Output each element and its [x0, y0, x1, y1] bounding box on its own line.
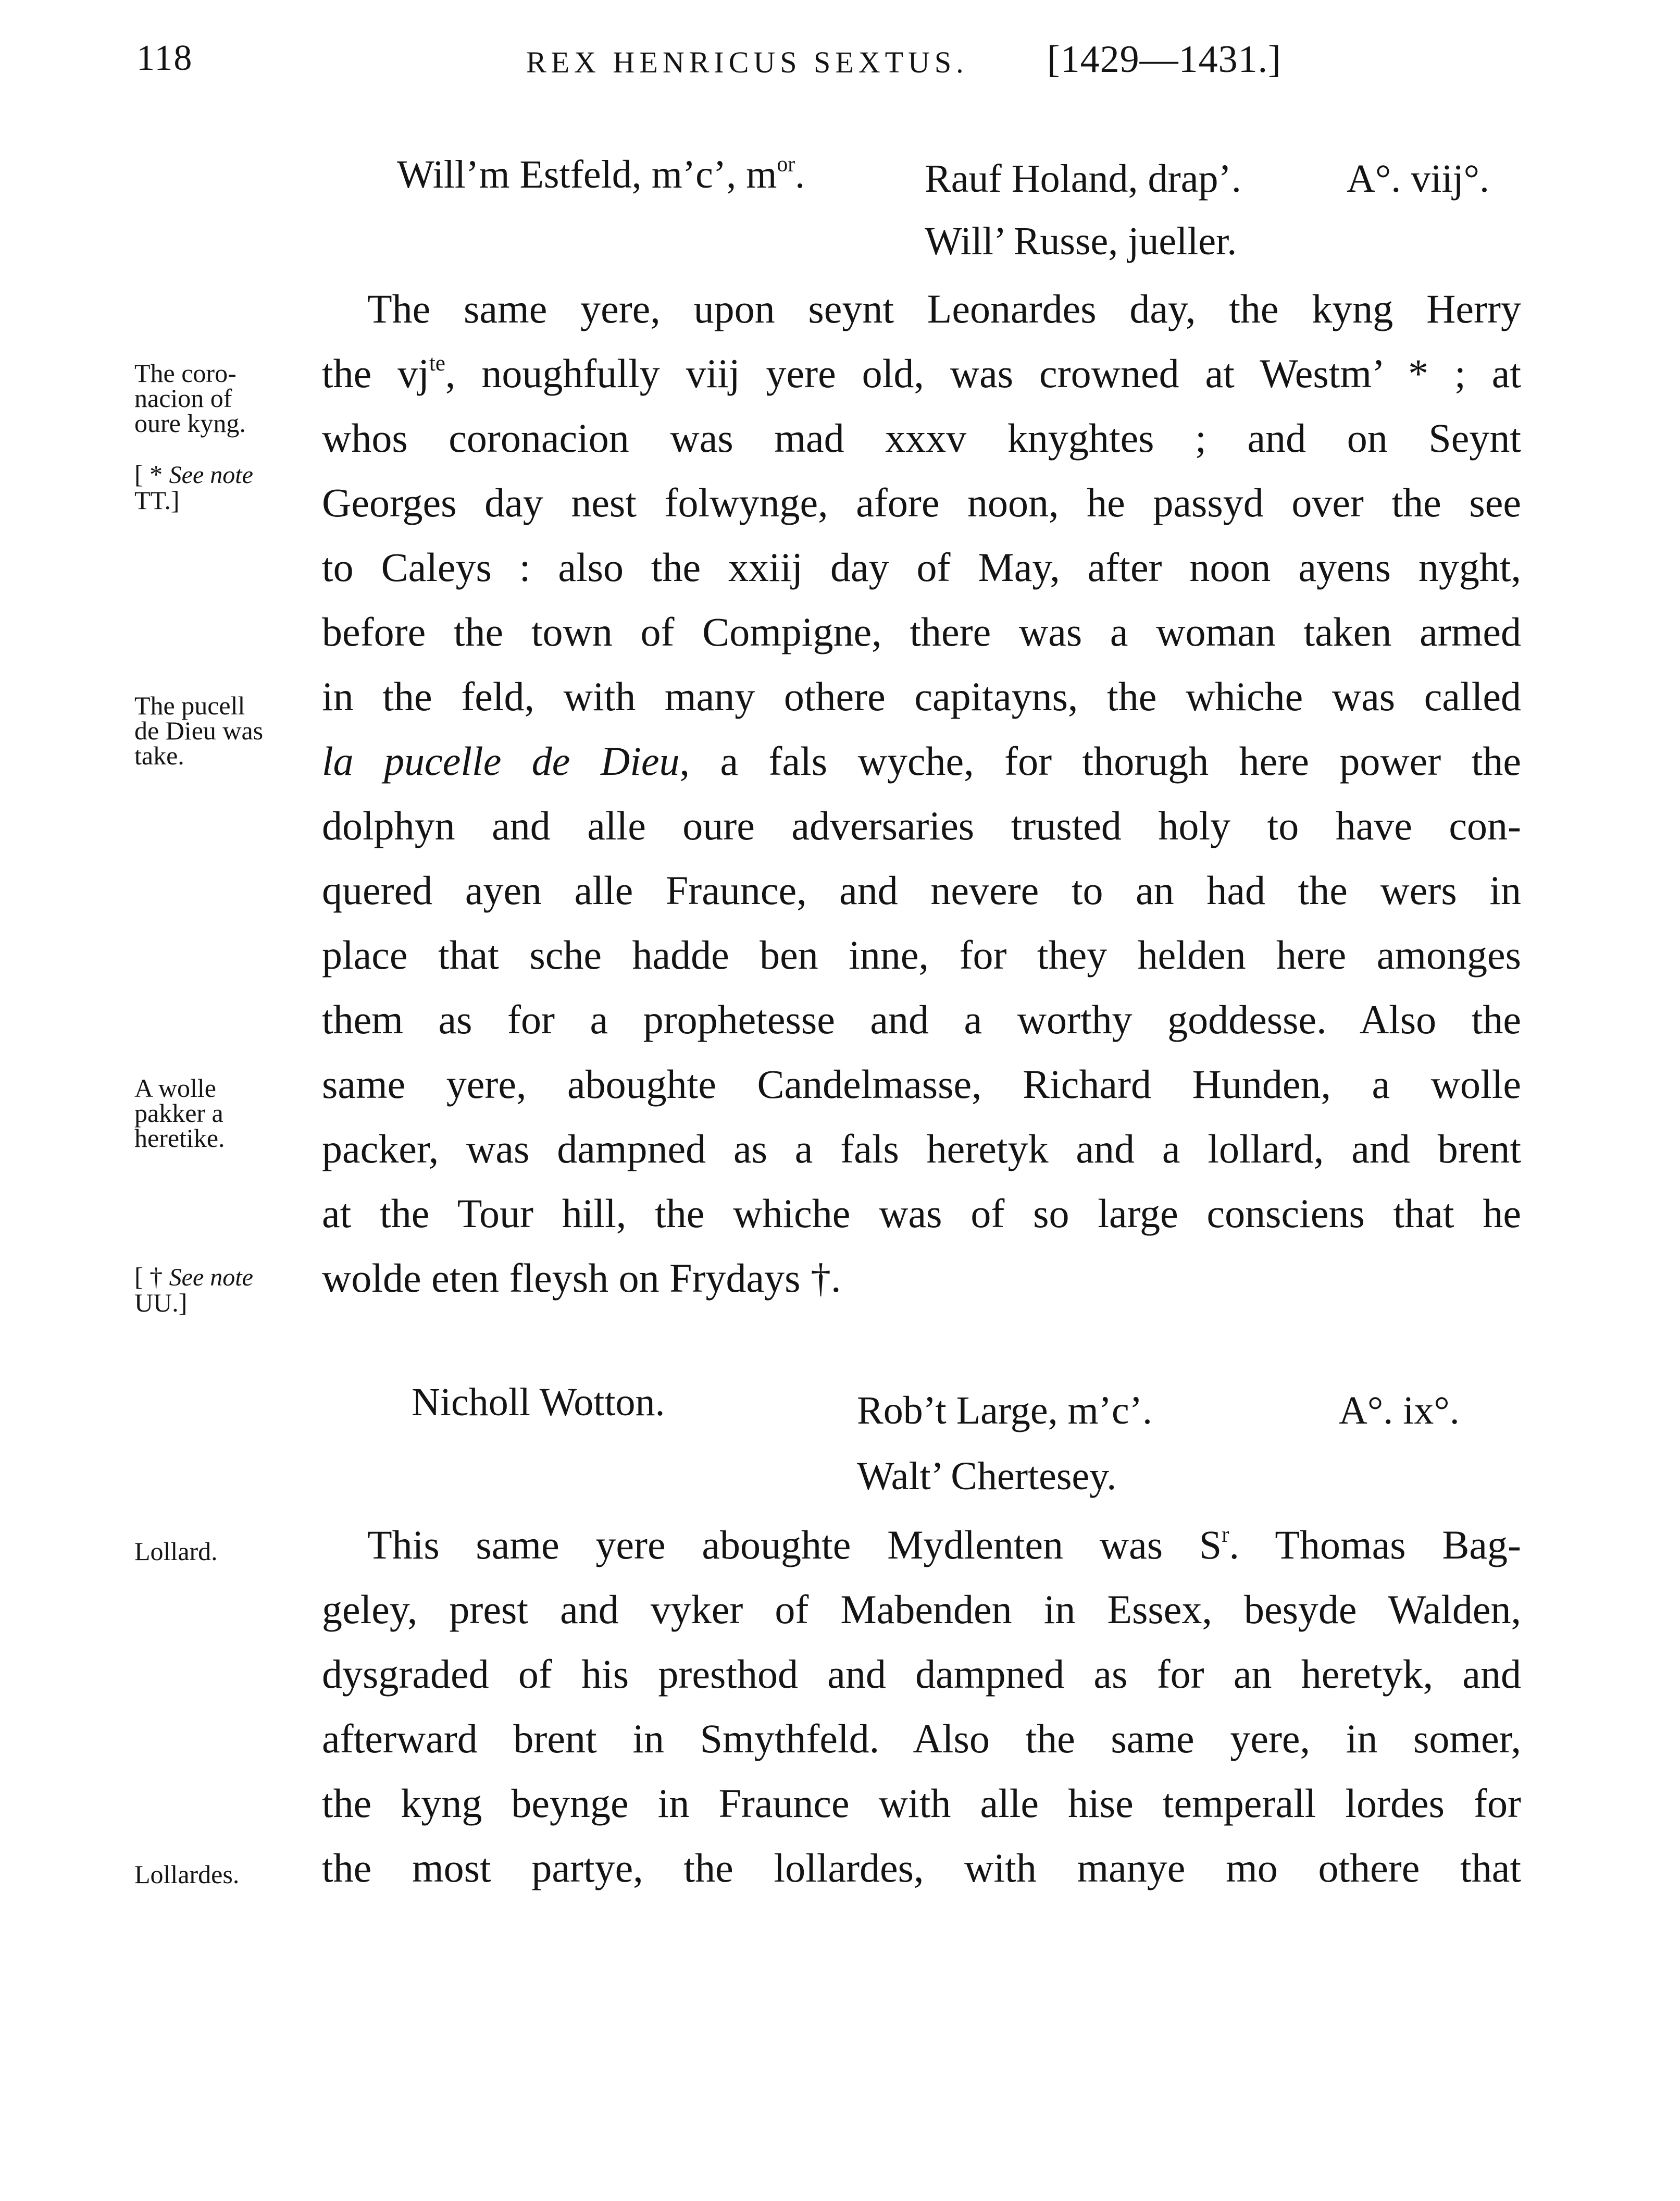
- margin-note-see-uu: [ † See note UU.]: [134, 1262, 253, 1317]
- margin-note-lollard: Lollard.: [134, 1537, 218, 1566]
- para1-line: whos coronacion was mad xxxv knyghtes ; and on Seynt: [322, 415, 1521, 461]
- regnal-year-1: A°. viij°.: [1347, 157, 1490, 201]
- para1-line: in the feld, with many othere capitayns, the whiche was called: [322, 674, 1521, 719]
- margin-note-pucelle: The pucell de Dieu was take.: [134, 691, 264, 770]
- page-number: 118: [136, 38, 193, 78]
- margin-note-wolle: A wolle pakker a heretike.: [134, 1073, 225, 1153]
- mayor-name-2: Nicholl Wotton.: [412, 1380, 665, 1424]
- header-years: [1429—1431.]: [1047, 38, 1281, 81]
- para2-line: the most partye, the lollardes, with manye mo othere that: [322, 1845, 1521, 1890]
- para1-line: The same yere, upon seynt Leonardes day, the kyng Herry: [367, 286, 1521, 331]
- para1-line: packer, was dampned as a fals heretyk and a lollard, and brent: [322, 1126, 1521, 1171]
- regnal-year-2: A°. ix°.: [1339, 1389, 1460, 1432]
- running-title: REX HENRICUS SEXTUS.: [526, 45, 968, 79]
- sheriff-1b: Will’ Russe, jueller.: [925, 219, 1237, 263]
- para1-line: Georges day nest folwynge, afore noon, he passyd over the see: [322, 480, 1521, 525]
- para1-line: wolde eten fleysh on Frydays †.: [322, 1255, 841, 1301]
- para1-line: place that sche hadde ben inne, for they helden here amonges: [322, 932, 1521, 978]
- italic-phrase: la pucelle de Dieu: [322, 738, 680, 784]
- sheriff-2a: Rob’t Large, m’c’.: [857, 1389, 1153, 1432]
- para1-line: to Caleys : also the xxiij day of May, after noon ayens nyght,: [322, 545, 1521, 590]
- para1-line: dolphyn and alle oure adversaries trusted holy to have con-: [322, 803, 1521, 848]
- margin-note-see-tt: [ * See note TT.]: [134, 460, 253, 515]
- para2-line: geley, prest and vyker of Mabenden in Essex, besyde Walden,: [322, 1587, 1521, 1632]
- sheriff-1a: Rauf Holand, drap’.: [925, 157, 1241, 201]
- para2-line: the kyng beynge in Fraunce with alle hise temperall lordes for: [322, 1780, 1521, 1826]
- para1-line: quered ayen alle Fraunce, and nevere to an had the wers in: [322, 868, 1521, 913]
- para1-line: them as for a prophetesse and a worthy goddesse. Also the: [322, 997, 1521, 1042]
- para1-line: same yere, aboughte Candelmasse, Richard Hunden, a wolle: [322, 1061, 1521, 1107]
- mayor-name-1: Will’m Estfeld, m’c’, $m^{or}$.: [397, 152, 805, 196]
- para1-line: before the town of Compigne, there was a woman taken armed: [322, 609, 1521, 654]
- sheriff-2b: Walt’ Chertesey.: [857, 1454, 1117, 1498]
- para1-line: the $vj^{te}$, noughfully viij yere old, was crowned at Westm’ * ; at: [322, 351, 1521, 396]
- para2-line: afterward brent in Smythfeld. Also the same yere, in somer,: [322, 1716, 1521, 1761]
- margin-note-coronation: The coro- nacion of oure kyng.: [134, 358, 246, 438]
- para1-line: at the Tour hill, the whiche was of so large consciens that he: [322, 1191, 1521, 1236]
- para1-line: la pucelle de Dieu, a fals wyche, for thorugh here power the: [322, 738, 1521, 784]
- para2-line: dysgraded of his presthod and dampned as for an heretyk, and: [322, 1651, 1521, 1697]
- margin-note-lollardes: Lollardes.: [134, 1860, 240, 1889]
- para2-line: This same yere aboughte Mydlenten was $S^r$. Thomas Bag-: [367, 1522, 1521, 1567]
